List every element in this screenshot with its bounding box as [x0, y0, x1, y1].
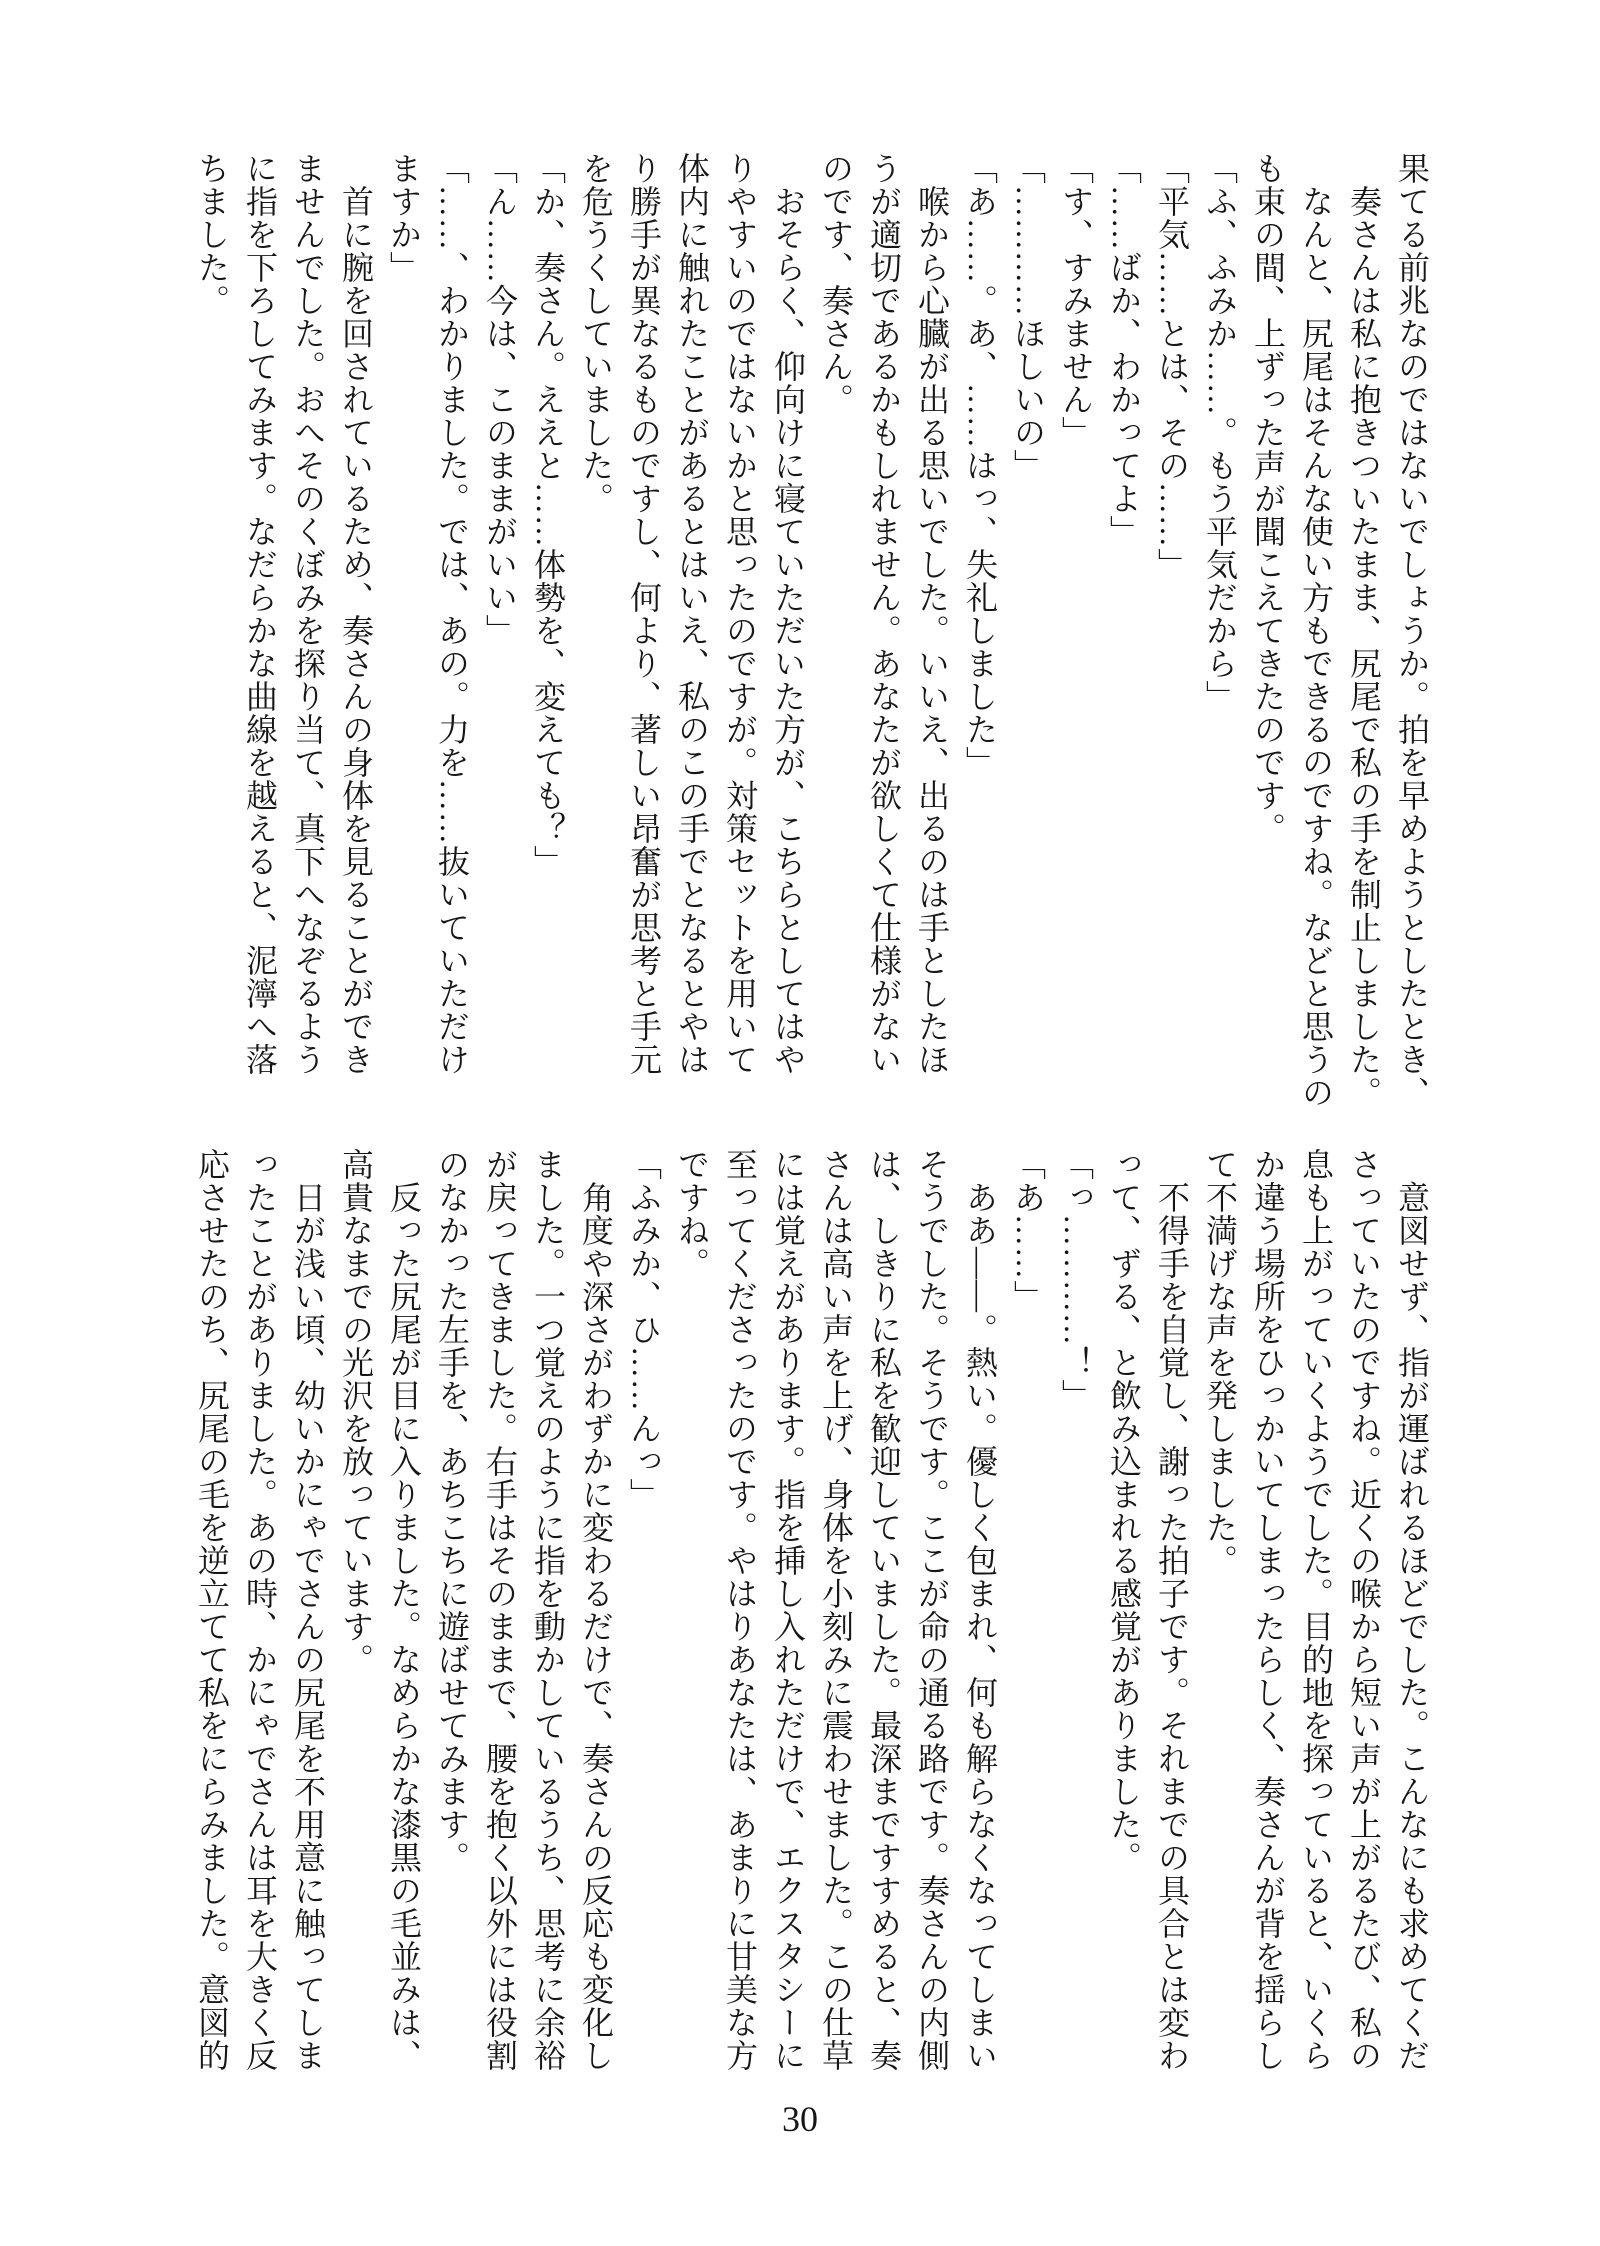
text-line: のです、奏さん。 [818, 152, 854, 416]
text-line: り勝手が異なるものですし、何より、著しい昂奮が思考と手元 [626, 152, 662, 1076]
text-line: 「ふ、ふみか……。もう平気だから」 [1202, 152, 1238, 713]
text-line: 首に腕を回されているため、奏さんの身体を見ることができ [338, 152, 374, 1076]
text-line: 意図せず、指が運ばれるほどでした。こんなにも求めてくだ [1394, 1148, 1430, 2072]
text-line: 「平気……とは、その……」 [1154, 152, 1190, 581]
text-line: 「か、奏さん。ええと……体勢を、変えても？」 [530, 152, 566, 878]
text-line: 至ってくださったのです。やはりあなたは、あまりに甘美な方 [722, 1148, 758, 2072]
text-line: 「っ…………！」 [1058, 1148, 1094, 1412]
text-line: なんと、尻尾はそんな使い方もできるのですね。などと思うの [1298, 152, 1334, 1109]
text-line: おそらく、仰向けに寝ていただいた方が、こちらとしてはや [770, 152, 806, 1076]
text-line: うが適切であるかもしれません。あなたが欲しくて仕様がない [866, 152, 902, 1076]
text-line: 応させたのち、尻尾の毛を逆立てて私をにらみました。意図的 [194, 1148, 230, 2072]
text-line: 「ふみか、ひ……んっ」 [626, 1148, 662, 1511]
text-line: 角度や深さがわずかに変わるだけで、奏さんの反応も変化し [578, 1148, 614, 2072]
text-line: 高貴なまでの光沢を放っています。 [338, 1148, 374, 1676]
text-line: 息も上がっていくようでした。目的地を探っていると、いくら [1298, 1148, 1334, 2072]
text-line: 「ん……今は、このままがいい」 [482, 152, 518, 647]
text-line: ました。一つ覚えのように指を動かしているうち、思考に余裕 [530, 1148, 566, 2072]
text-line: も束の間、上ずった声が聞こえてきたのです。 [1250, 152, 1286, 845]
text-line: 「す、すみません」 [1058, 152, 1094, 449]
text-line: 果てる前兆なのではないでしょうか。拍を早めようとしたとき、 [1394, 152, 1430, 1109]
text-line: そうでした。そうです。ここが命の通る路です。奏さんの内側 [914, 1148, 950, 2072]
text-line: 日が浅い頃、幼いかにゃでさんの尻尾を不用意に触ってしま [290, 1148, 326, 2072]
bottom-text-block [188, 1148, 1436, 2100]
text-line: 「……、わかりました。では、あの。力を……抜いていただけ [434, 152, 470, 1076]
text-line: は、しきりに私を歓迎していました。最深まですすめると、奏 [866, 1148, 902, 2072]
text-line: さんは高い声を上げ、身体を小刻みに震わせました。この仕草 [818, 1148, 854, 2072]
text-line: 体内に触れたことがあるとはいえ、私のこの手でとなるとやは [674, 152, 710, 1076]
text-line: 「あ……」 [1010, 1148, 1046, 1313]
text-line: 不得手を自覚し、謝った拍子です。それまでの具合とは変わ [1154, 1148, 1190, 2072]
text-line: 反った尻尾が目に入りました。なめらかな漆黒の毛並みは、 [386, 1148, 422, 2072]
text-line: て不満げな声を発しました。 [1202, 1148, 1238, 1577]
text-line: ああ——。熱い。優しく包まれ、何も解らなくなってしまい [962, 1148, 998, 2072]
text-line: さっていたのですね。近くの喉から短い声が上がるたび、私の [1346, 1148, 1382, 2072]
text-line: を危うくしていました。 [578, 152, 614, 515]
text-line: って、ずる、と飲み込まれる感覚がありました。 [1106, 1148, 1142, 1874]
text-line: 喉から心臓が出る思いでした。いいえ、出るのは手としたほ [914, 152, 950, 1076]
text-line: ちました。 [194, 152, 230, 317]
text-line: ったことがありました。あの時、かにゃでさんは耳を大きく反 [242, 1148, 278, 2072]
text-line: 奏さんは私に抱きついたまま、尻尾で私の手を制止しました。 [1346, 152, 1382, 1109]
page-number: 30 [782, 2099, 818, 2139]
text-line: 「あ……。あ、……はっ、失礼しました」 [962, 152, 998, 779]
text-line: ませんでした。おへそのくぼみを探り当て、真下へなぞるよう [290, 152, 326, 1076]
text-line: 「…………ほしいの」 [1010, 152, 1046, 482]
text-line: が戻ってきました。右手はそのままで、腰を抱く以外には役割 [482, 1148, 518, 2072]
top-text-block [188, 152, 1436, 1109]
text-line: のなかった左手を、あちこちに遊ばせてみます。 [434, 1148, 470, 1874]
text-line: か違う場所をひっかいてしまったらしく、奏さんが背を揺らし [1250, 1148, 1286, 2072]
text-line: ますか」 [386, 152, 422, 284]
text-line: 「……ばか、わかってよ」 [1106, 152, 1142, 548]
text-line: には覚えがあります。指を挿し入れただけで、エクスタシーに [770, 1148, 806, 2072]
text-line: りやすいのではないかと思ったのですが。対策セットを用いて [722, 152, 758, 1076]
text-line: に指を下ろしてみます。なだらかな曲線を越えると、泥濘へ落 [242, 152, 278, 1076]
text-line: ですね。 [674, 1148, 710, 1280]
